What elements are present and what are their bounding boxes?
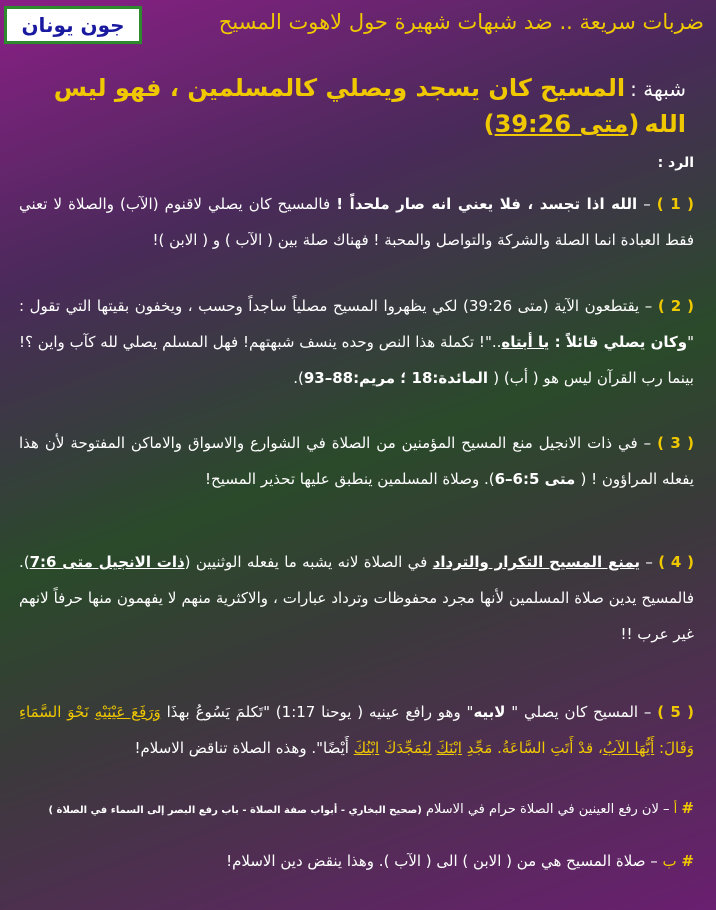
- claim-text: المسيح كان يسجد ويصلي كالمسلمين ، فهو ليس الله: [53, 74, 686, 138]
- claim-keyword: شبهة :: [630, 77, 686, 101]
- point-1-dash: –: [637, 195, 657, 213]
- point-4-text-a: في الصلاة لانه يشبه ما يفعله الوثنيين (: [184, 553, 433, 571]
- point-5-text-c: أَيْضًا". وهذه الصلاة تناقض الاسلام!: [134, 739, 354, 757]
- note-b-text: – صلاة المسيح هي من ( الابن ) الى ( الآب ). وهذا ينقض دين الاسلام!: [226, 852, 663, 870]
- point-2: [19, 288, 694, 396]
- point-5-highlight-3: ابْنَكَ: [436, 739, 462, 757]
- author-name: جون يونان: [21, 13, 125, 37]
- point-2-dash: –: [639, 297, 658, 315]
- point-5-number: ( 5 ): [657, 703, 695, 721]
- point-3-dash: –: [637, 434, 658, 452]
- note-a-text: – لان رفع العينين في الصلاة حرام في الاسلام: [421, 802, 674, 817]
- point-5-highlight-1: وَرَفَعَ عَيْنَيْهِ: [94, 703, 161, 721]
- claim-ref-open: (: [628, 110, 640, 138]
- point-5-bold: لابيه: [473, 703, 506, 721]
- point-2-quote: وكان يصلي قائلاً :: [549, 333, 688, 351]
- point-4-text-b: ). فالمسيح يدين صلاة المسلمين لأنها مجرد محفوظات وترداد عبارات ، والاكثرية منهم لا يفهمون منها حرفاً لانهم غير عرب !!: [19, 553, 694, 643]
- point-5-verse-c: لِيُمَجِّدَكَ: [379, 739, 437, 757]
- reply-label: الرد :: [657, 155, 694, 171]
- point-2-quote-underlined: يا أبتاه: [501, 333, 550, 351]
- claim-ref-close: ): [483, 110, 495, 138]
- note-b: [19, 850, 694, 872]
- point-5-highlight-2: أَيُّهَا الآبُ: [602, 739, 655, 757]
- point-2-number: ( 2 ): [657, 297, 694, 315]
- point-3: [19, 425, 694, 497]
- claim-reference: متى 39:26: [494, 110, 629, 138]
- point-3-text-a: في ذات الانجيل منع المسيح المؤمنين من الصلاة في الشوارع والاسواق والاماكن المفتوحة لأن هذا يفعله المراؤون ! (: [19, 434, 694, 488]
- point-1: [19, 186, 694, 258]
- point-4-number: ( 4 ): [658, 553, 694, 571]
- note-a-letter: أ: [673, 802, 678, 817]
- point-5-verse-b: ، قدْ أَتَتِ السَّاعَةُ. مَجِّدِ: [461, 739, 603, 757]
- point-3-text-b: ). وصلاة المسلمين ينطبق عليها تحذير المسيح!: [205, 470, 495, 488]
- claim-heading: [26, 70, 686, 142]
- point-1-number: ( 1 ): [656, 195, 695, 213]
- note-a-source: (صحيح البخاري - أبواب صفة الصلاة - باب رفع البصر إلى السماء في الصلاة ): [48, 805, 422, 816]
- point-2-text-b: .."! تكملة هذا النص وحده ينسف شبهتهم! فهل المسلم يصلي لله كآب واين ؟! بينما رب القرآن ليس هو ( أب) (: [19, 333, 694, 387]
- point-5-highlight-4: ابْنُكَ: [353, 739, 380, 757]
- point-3-number: ( 3 ): [657, 434, 694, 452]
- point-4-bold: يمنع المسيح التكرار والترداد: [432, 553, 641, 571]
- author-logo: [4, 6, 142, 44]
- note-b-hash: #: [681, 852, 694, 870]
- point-5-dash: –: [638, 703, 658, 721]
- point-1-bold: الله اذا تجسد ، فلا يعني انه صار ملحداً !: [336, 195, 638, 213]
- point-2-reference: المائدة:18 ؛ مريم:88–93: [303, 369, 494, 387]
- point-5: [19, 694, 694, 766]
- point-4: [19, 544, 694, 652]
- point-5-text-b: " وهو رافع عينيه ( يوحنا 1:17) "تَكلمَ يَسُوعُ بهذَا: [160, 703, 474, 721]
- point-5-verse-a: نَحْوَ السَّمَاءِ وَقَالَ:: [19, 703, 694, 757]
- note-b-letter: ب: [662, 852, 677, 870]
- point-1-text: فالمسيح كان يصلي لاقنوم (الآب) والصلاة لا تعني فقط العبادة انما الصلة والشركة والتواصل والمحبة ! فهناك صلة بين ( الآب ) و ( الابن )!: [19, 195, 694, 249]
- point-3-reference: متى 6:5–6: [494, 470, 581, 488]
- point-2-text-a: يقتطعون الآية (متى 39:26) لكي يظهروا المسيح مصلياً ساجداً وحسب ، ويخفون بقيتها التي تقول : ": [19, 297, 695, 351]
- page-header-title: ضربات سريعة .. ضد شبهات شهيرة حول لاهوت المسيح: [218, 10, 704, 34]
- point-5-text-a: المسيح كان يصلي ": [505, 703, 639, 721]
- note-a: [19, 797, 694, 822]
- point-4-reference: ذات الانجيل متى 7:6: [29, 553, 185, 571]
- note-a-hash: #: [681, 799, 694, 817]
- point-4-dash: –: [640, 553, 659, 571]
- point-2-text-c: ).: [293, 369, 304, 387]
